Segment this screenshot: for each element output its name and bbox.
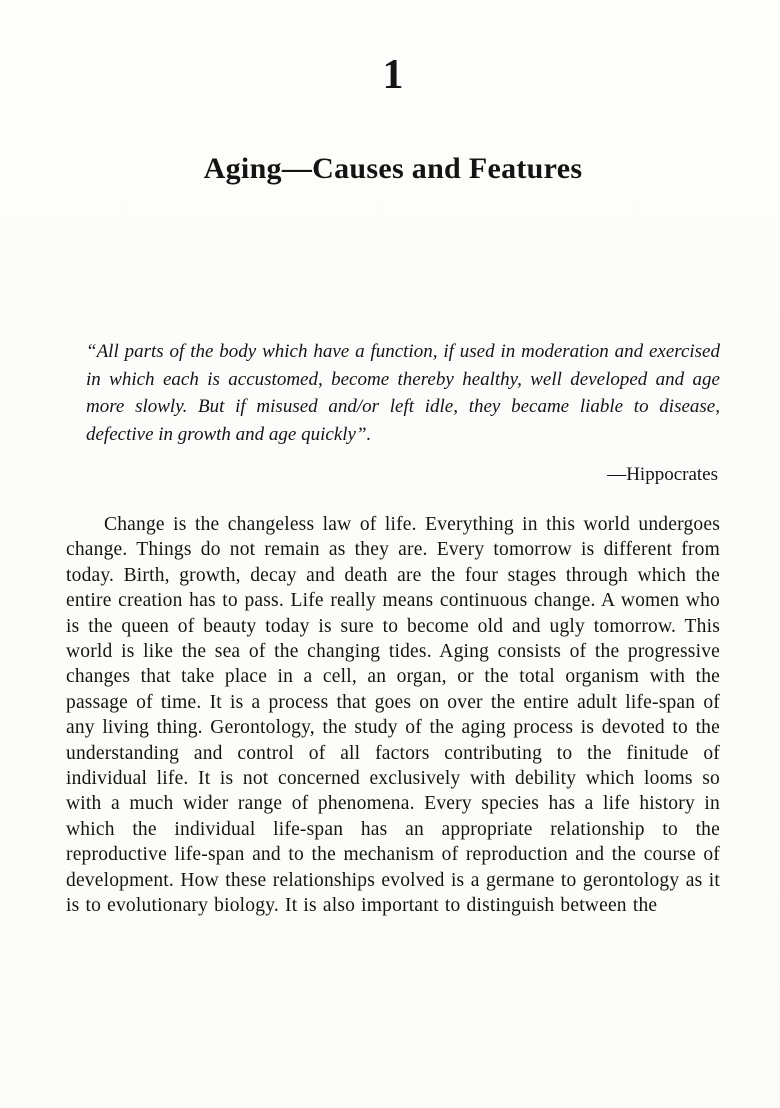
body-paragraph: Change is the changeless law of life. Everything in this world undergoes change. Things do not remain as they are. Every tomorrow is different from today. Birth, growth, decay and death are the four stages through which the entire creation has to pass. Life really means continuous change. A women who is the queen of beauty today is sure to become old and ugly tomorrow. This world is like the sea of the changing tides. Aging consists of the progressive changes that take place in a cell, an organ, or the total organism with the passage of time. It is a process that goes on over the entire adult life-span of any living thing. Gerontology, the study of the aging process is devoted to the understanding and control of all factors contributing to the finitude of individual life. It is not concerned exclusively with debility which looms so with a much wider range of phenomena. Every species has a life history in which the individual life-span has an appropriate relationship to the reproductive life-span and to the mechanism of reproduction and the course of development. How these relationships evolved is a germane to gerontology as it is to evolutionary biology. It is also important to distinguish between the (66, 514, 720, 917)
chapter-number: 1 (382, 52, 404, 98)
quote-attribution: —Hippocrates (607, 464, 718, 485)
epigraph-quote: “All parts of the body which have a function, if used in moderation and exercised in which each is accustomed, become thereby healthy, well developed and age more slowly. But if misused and/or left idle, they became liable to disease, defective in growth and age quickly”. (86, 341, 720, 445)
chapter-title: Aging—Causes and Features (203, 152, 583, 185)
